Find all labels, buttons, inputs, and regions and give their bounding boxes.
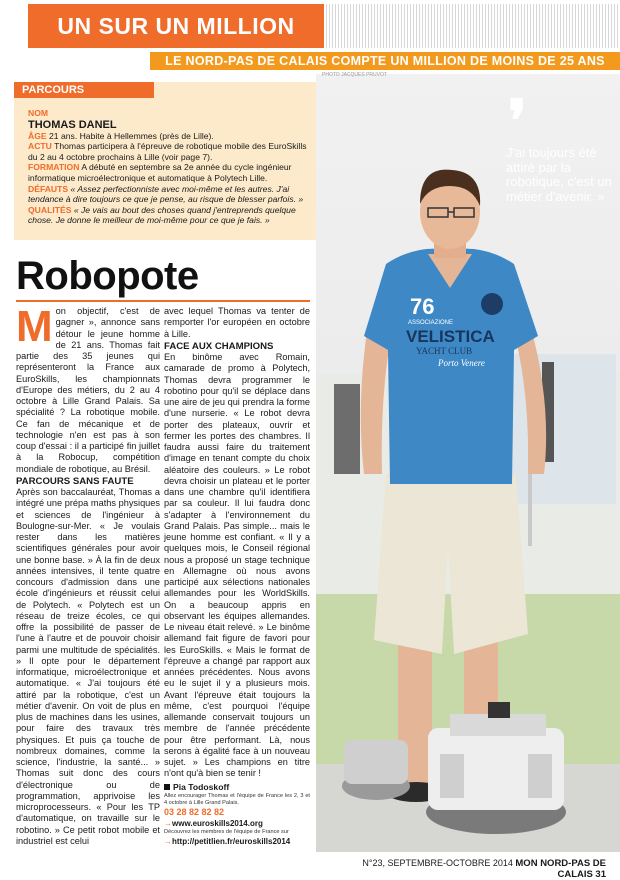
author-name: Pia Todoskoff	[173, 781, 230, 792]
age-value: 21 ans. Habite à Hellemmes (près de Lille).	[49, 130, 214, 141]
issue-info: N°23, SEPTEMBRE-OCTOBRE 2014	[362, 858, 513, 868]
photo-credit: PHOTO JACQUES PRUVOT	[322, 72, 387, 78]
title-rule	[16, 300, 310, 302]
article-column-1	[16, 302, 160, 847]
formation-value: A débuté en septembre sa 2e année du cycle ingénieur informatique microélectronique et automatique à Polytech Lille.	[28, 162, 292, 183]
section-banner: UN SUR UN MILLION	[28, 4, 324, 48]
arrow-icon: →	[164, 819, 172, 828]
signature-block	[164, 782, 310, 848]
magazine-name: MON NORD-PAS DE CALAIS	[515, 858, 606, 880]
team-link[interactable]: http://petitlien.fr/euroskills2014	[172, 837, 291, 847]
shirt-number-text: 76	[410, 294, 435, 319]
qualites-label: QUALITÉS	[28, 204, 72, 215]
shirt-place-text: Porto Venere	[438, 358, 485, 368]
actu-label: ACTU	[28, 141, 52, 152]
paragraph-intro: on objectif, c'est de gagner », annonce sans détour le jeune homme de 21 ans. Thomas fait partie des 35 jeunes qui représenteront la France aux EuroSkills, les championnats d'Europe des métiers, du 2 au 4 octobre à Lille Grand Palais. Sa spécialité ? La robotique mobile. Ce fan de mécanique et de technologie n'en est pas à son coup d'essai : il a participé fin juillet à la Robocup, compétition mondiale de robotique, au Brésil.	[16, 306, 160, 474]
banner-hatch-decoration	[324, 4, 620, 48]
actu-value: Thomas participera à l'épreuve de robotique mobile des EuroSkills du 2 au 4 octobre prochains à Lille (voir page 7).	[28, 141, 307, 162]
shirt-brand-text: VELISTICA	[406, 327, 495, 346]
paragraph-champions: En binôme avec Romain, camarade de promo à Polytech, Thomas devra programmer le robotino pour qu'il se déplace dans une aire de jeu qui prendra la forme d'une nurserie. « Le robot devra porter des plateaux, ouvrir et fermer les portes des chambres. Il faudra aussi faire du traitement d'image en tenant compte du choix aléatoire des couleurs. » Le robot devra choisir un plateau et le porter dans une chambre qu'il identifiera par sa couleur. Il lui faudra donc s'adapter à l'environnement du Grand Palais. Pas simple... mais le jeune homme est confiant. « Il y a quelques mois, le Conseil régional nous a proposé un stage technique en Allemagne où nous avons participé aux sélections nationales allemandes pour les WorldSkills. On a beaucoup appris en observant les équipes allemandes. Le niveau était relevé. » Le binôme allemand fait figure de favori pour les EuroSkills. « Mais le format de l'épreuve a changé par rapport aux années précédentes. Nous avons eu le sujet il y a plusieurs mois. Avant l'épreuve était toujours la même, c'est pourquoi l'équipe allemande conservait toujours un membre de l'année précédente pour être performant. Là, nous serons à égalité face à un nouveau sujet. » Les champions en titre n'ont qu'à bien se tenir !	[164, 352, 310, 779]
arrow-icon: →	[164, 837, 172, 847]
discover-note: Découvrez les membres de l'équipe de France sur	[164, 829, 289, 836]
qualites-value: « Je vais au bout des choses quand j'entreprends quelque chose. Je donne le meilleur de moi-même pour ce que je fais. »	[28, 204, 296, 226]
page-number: 31	[595, 869, 606, 880]
subheading-parcours: PARCOURS SANS FAUTE	[16, 475, 134, 487]
age-label: ÂGE	[28, 130, 47, 141]
shirt-club-text: YACHT CLUB	[416, 346, 473, 356]
page-footer	[336, 858, 606, 880]
shirt-assoc-text: ASSOCIAZIONE	[408, 320, 454, 326]
defauts-label: DÉFAUTS	[28, 183, 69, 194]
formation-label: FORMATION	[28, 162, 80, 173]
section-subtitle: LE NORD-PAS DE CALAIS COMPTE UN MILLION DE MOINS DE 25 ANS	[150, 52, 620, 70]
drop-cap: M	[16, 302, 53, 351]
quote-mark-icon: ❜	[508, 87, 527, 155]
event-note: Allez encourager Thomas et l'équipe de France les 2, 3 et 4 octobre à Lille Grand Palais.	[164, 792, 310, 806]
paragraph-parcours: Après son baccalauréat, Thomas a intégré une prépa maths physiques et sciences de l'ingénieur à Boulogne-sur-Mer. « Je voulais rester dans les matières scientifiques générales pour avoir une bonne base. » À la fin de deux années intensives, il tente quatre concours d'admission dans une école d'ingénieurs et réussit celui de Polytech. « Polytech est un réseau de treize écoles, ce qui offre la possibilité de passer de l'une à l'autre et de pouvoir choisir parmi une multitude de spécialités. » Il opte pour le département informatique, microélectronique et automatique. « J'ai toujours été attiré par la robotique, c'est un métier d'avenir. On voit de plus en plus de machines dans les usines, pour faire des travaux très physiques. Et puis ça touche de nombreux domaines, comme la science, l'industrie, la santé... » Thomas suit donc des cours d'électronique ou de programmation, apprivoise les microprocesseurs. « Pour les TP d'automatique, on travaille sur le robotino. » Ce petit robot mobile et industriel est celui	[16, 487, 160, 846]
profile-tag: PARCOURS	[14, 82, 154, 98]
article-column-2	[164, 306, 310, 848]
phone-number: 03 28 82 82 82	[164, 806, 225, 817]
profile-name: THOMAS DANEL	[28, 118, 117, 131]
website-link[interactable]: www.euroskills2014.org	[172, 819, 263, 828]
paragraph-continuation: avec lequel Thomas va tenter de remporter l'or européen en octobre à Lille.	[164, 306, 310, 339]
profile-details	[28, 108, 308, 226]
pull-quote: J'ai toujours été attiré par la robotique, c'est un métier d'avenir. »	[506, 145, 612, 204]
article-title: Robopote	[16, 254, 199, 298]
defauts-value: « Assez perfectionniste avec moi-même et les autres. J'ai tendance à dire toujours ce que je pense, au risque de blesser parfois. »	[28, 183, 304, 205]
subheading-champions: FACE AUX CHAMPIONS	[164, 340, 274, 352]
square-bullet-icon	[164, 784, 170, 790]
nom-label: NOM	[28, 108, 49, 118]
